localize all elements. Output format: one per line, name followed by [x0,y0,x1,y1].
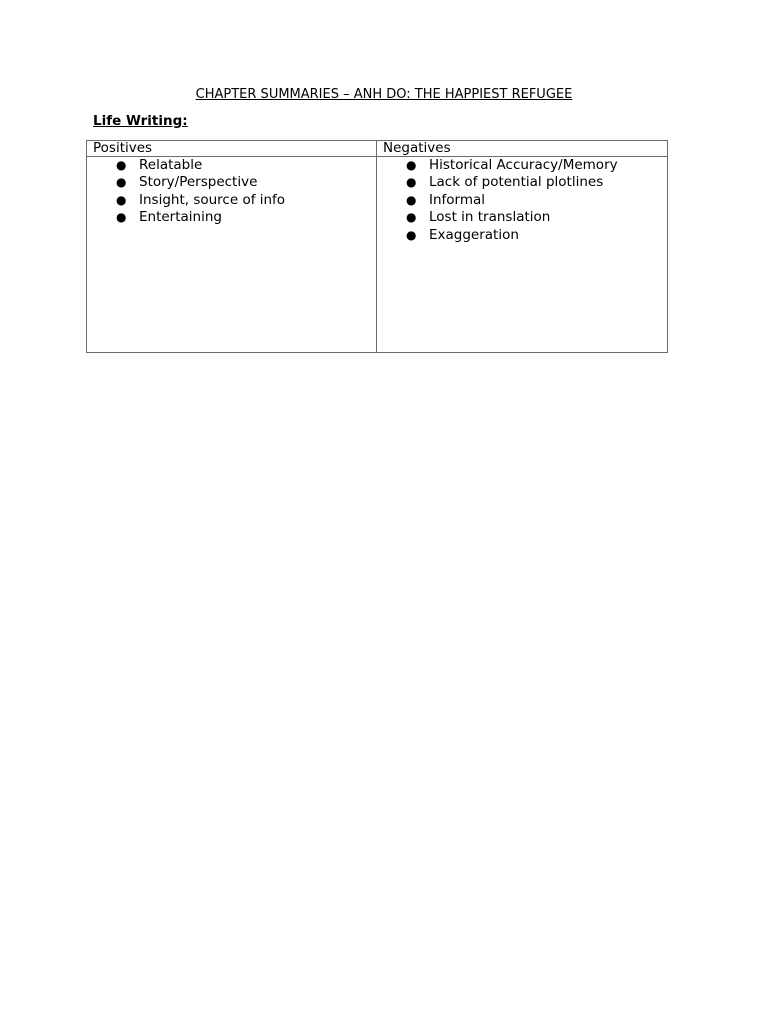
bullet-icon: ● [116,158,127,172]
list-item-text: Exaggeration [429,226,519,243]
negatives-list [377,157,667,244]
bullet-icon: ● [116,175,127,190]
bullet-icon: ● [406,192,417,207]
list-item [87,192,376,209]
list-item [377,192,667,209]
list-item [377,227,667,244]
positives-negatives-table [86,140,668,353]
positives-list [87,157,376,227]
table-body-row [87,157,668,353]
list-item-text: Lack of potential plotlines [429,174,604,191]
list-item-text: Insight, source of info [139,191,286,208]
positives-cell [87,157,377,353]
bullet-icon: ● [116,210,127,225]
list-item-text: Lost in translation [429,209,551,226]
list-item [87,174,376,191]
document-title: CHAPTER SUMMARIES – ANH DO: THE HAPPIEST REFUGEE [195,87,573,102]
list-item [377,157,667,174]
list-item-text: Relatable [139,157,203,173]
list-item [377,174,667,191]
table-header-row [87,141,668,157]
list-item-text: Historical Accuracy/Memory [429,157,618,173]
bullet-icon: ● [406,210,417,225]
column-header-negatives: Negatives [377,141,668,157]
section-heading-life-writing: Life Writing: [93,113,188,129]
list-item [377,209,667,226]
bullet-icon: ● [406,175,417,190]
list-item [87,157,376,174]
bullet-icon: ● [406,227,417,242]
list-item-text: Entertaining [139,209,222,226]
column-header-positives: Positives [87,141,377,157]
list-item [87,209,376,226]
bullet-icon: ● [116,192,127,207]
negatives-cell [377,157,668,353]
bullet-icon: ● [406,158,417,172]
list-item-text: Story/Perspective [139,174,258,191]
list-item-text: Informal [429,191,486,208]
